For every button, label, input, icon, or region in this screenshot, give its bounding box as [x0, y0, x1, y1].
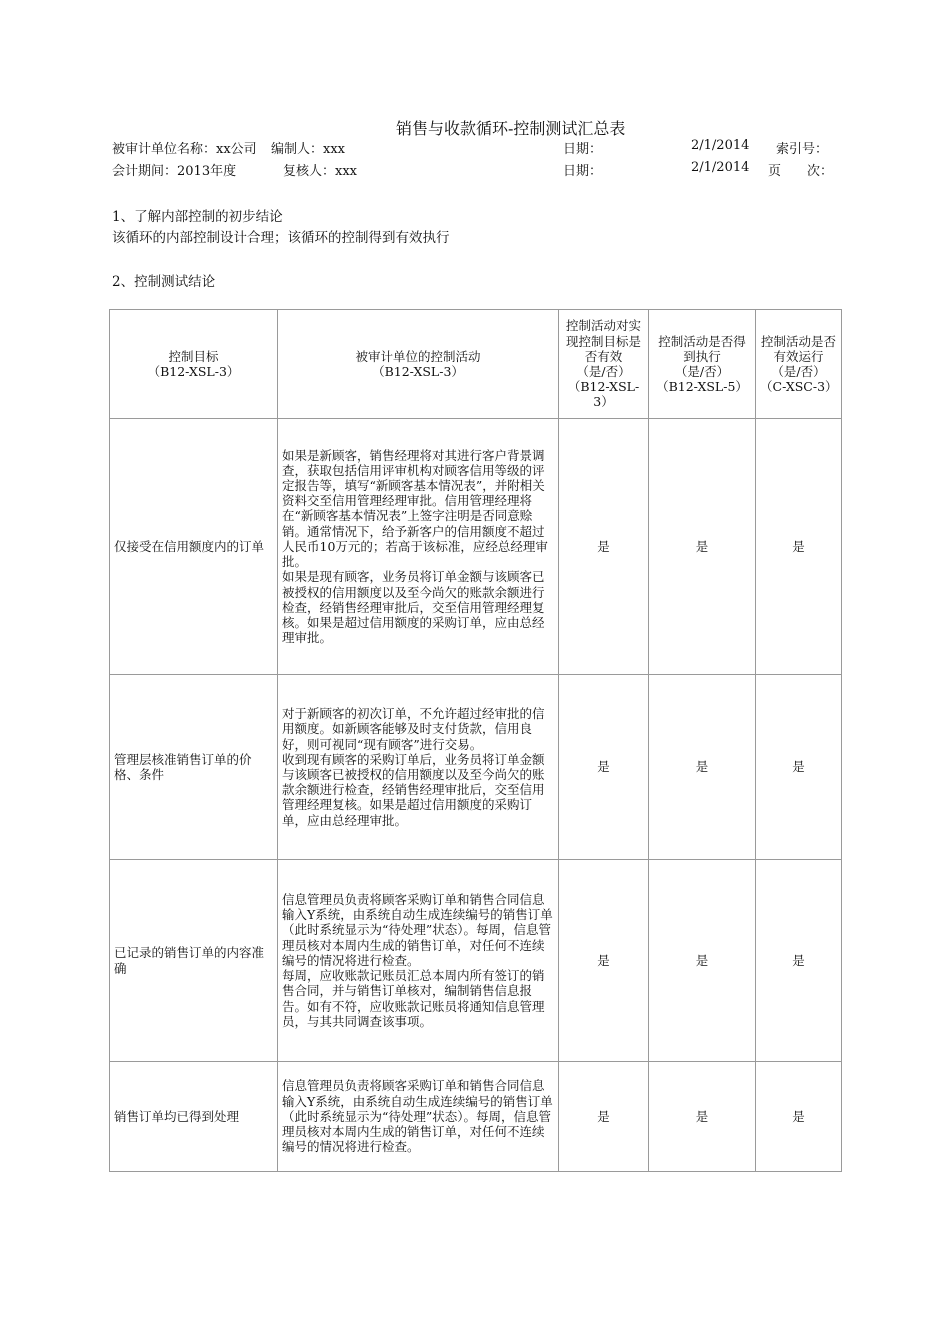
header-control-activity-text: 被审计单位的控制活动 （B12-XSL-3） [355, 348, 481, 379]
header-activity-effective [559, 310, 649, 419]
table-row [110, 675, 842, 860]
reviewer: 复核人：xxx [283, 164, 357, 179]
date-label-2: 日期： [563, 164, 603, 179]
header-control-objective [110, 310, 278, 419]
date-value-1: 2/1/2014 [691, 138, 750, 153]
effective-cell: 是 [559, 1062, 649, 1172]
audited-unit-name: 被审计单位名称：xx公司 [112, 142, 257, 157]
operating-cell: 是 [756, 1062, 842, 1172]
control-objective-cell: 仅接受在信用额度内的订单 [110, 419, 278, 675]
header-activity-effective-text: 控制活动对实现控制目标是否有效 （是/否） （B12-XSL-3） [565, 318, 641, 410]
operating-cell: 是 [756, 675, 842, 860]
effective-cell: 是 [559, 860, 649, 1062]
control-activity-cell: 信息管理员负责将顾客采购订单和销售合同信息输入Y系统，由系统自动生成连续编号的销售订单（此时系统显示为“待处理”状态）。每周，信息管理员核对本周内生成的销售订单，对任何不连续编号的情况将进行检查。 每周，应收账款记账员汇总本周内所有签订的销售合同，并与销售订单核对，编制销售信息报告。如有不符，应收账款记账员将通知信息管理员，与其共同调查该事项。 [278, 860, 559, 1062]
header-activity-executed [649, 310, 756, 419]
section-2-heading: 2、控制测试结论 [112, 274, 216, 290]
table-row [110, 860, 842, 1062]
control-test-table [109, 309, 842, 1172]
table-row [110, 1062, 842, 1172]
control-activity-cell: 信息管理员负责将顾客采购订单和销售合同信息输入Y系统，由系统自动生成连续编号的销售订单（此时系统显示为“待处理”状态）。每周，信息管理员核对本周内生成的销售订单，对任何不连续编号的情况将进行检查。 [278, 1062, 559, 1172]
executed-cell: 是 [649, 675, 756, 860]
accounting-period: 会计期间：2013年度 [112, 164, 237, 179]
effective-cell: 是 [559, 675, 649, 860]
operating-cell: 是 [756, 419, 842, 675]
control-objective-cell: 管理层核准销售订单的价格、条件 [110, 675, 278, 860]
control-activity-cell: 如果是新顾客，销售经理将对其进行客户背景调查，获取包括信用评审机构对顾客信用等级的评定报告等，填写“新顾客基本情况表”，并附相关资料交至信用管理经理审批。信用管理经理将在“新顾客基本情况表”上签字注明是否同意赊销。通常情况下，给予新客户的信用额度不超过人民币10万元的；若高于该标准，应经总经理审批。 如果是现有顾客，业务员将订单金额与该顾客已被授权的信用额度以及至今尚欠的账款余额进行检查，经销售经理审批后，交至信用管理经理复核。如果是超过信用额度的采购订单，应由总经理审批。 [278, 419, 559, 675]
section-1-conclusion: 该循环的内部控制设计合理；该循环的控制得到有效执行 [112, 230, 450, 246]
control-activity-cell: 对于新顾客的初次订单，不允许超过经审批的信用额度。如新顾客能够及时支付货款，信用良好，则可视同“现有顾客”进行交易。 收到现有顾客的采购订单后，业务员将订单金额与该顾客已被授权的信用额度以及至今尚欠的账款余额进行检查，经销售经理审批后，交至信用管理经理复核。如果是超过信用额度的采购订单，应由总经理审批。 [278, 675, 559, 860]
control-objective-cell: 销售订单均已得到处理 [110, 1062, 278, 1172]
header-activity-operating [756, 310, 842, 419]
table-header-row [110, 310, 842, 419]
preparer: 编制人：xxx [271, 142, 345, 157]
date-value-2: 2/1/2014 [691, 160, 750, 175]
index-number-label: 索引号： [776, 142, 829, 157]
header-activity-executed-text: 控制活动是否得到执行 （是/否） （B12-XSL-5） [656, 333, 748, 395]
page-title: 销售与收款循环-控制测试汇总表 [396, 119, 626, 138]
page-number-label: 页 次： [768, 164, 834, 179]
effective-cell: 是 [559, 419, 649, 675]
executed-cell: 是 [649, 1062, 756, 1172]
operating-cell: 是 [756, 860, 842, 1062]
header-control-activity [278, 310, 559, 419]
control-objective-cell: 已记录的销售订单的内容准确 [110, 860, 278, 1062]
table-row [110, 419, 842, 675]
header-control-objective-text: 控制目标 （B12-XSL-3） [147, 348, 240, 379]
executed-cell: 是 [649, 419, 756, 675]
section-1-heading: 1、了解内部控制的初步结论 [112, 209, 283, 225]
header-activity-operating-text: 控制活动是否有效运行 （是/否） （C-XSC-3） [760, 333, 838, 395]
date-label-1: 日期： [563, 142, 603, 157]
executed-cell: 是 [649, 860, 756, 1062]
